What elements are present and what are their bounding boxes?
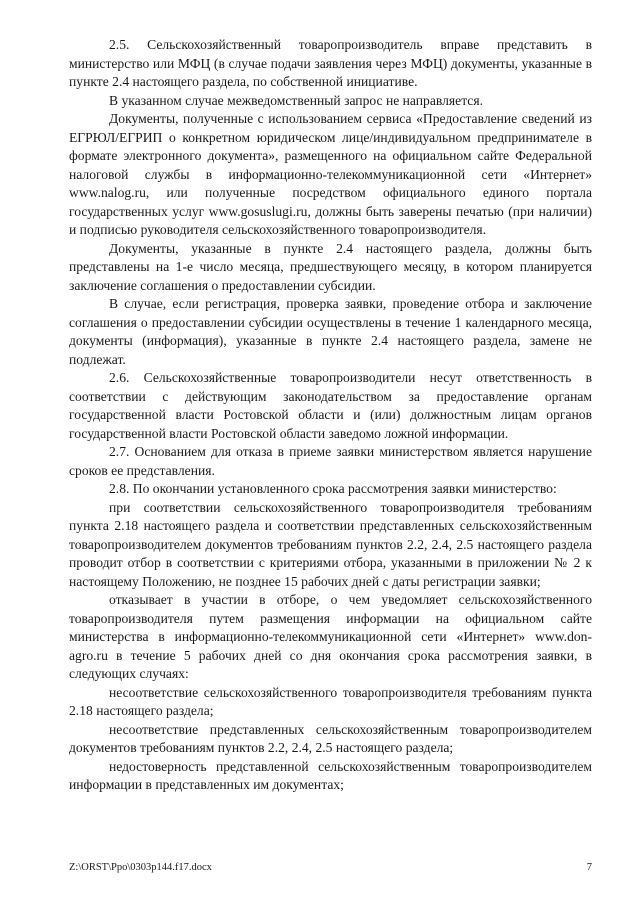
paragraph: недостоверность представленной сельскохозяйственным товаропроизводителем информации в представленных им документах; bbox=[69, 758, 592, 792]
paragraph: В случае, если регистрация, проверка заявки, проведение отбора и заключение соглашения о предоставлении субсидии осуществлены в течение 1 календарного месяца, документы (информация), указанные в пункте 2.4 настоящего раздела, замене не подлежат. bbox=[69, 296, 592, 367]
paragraph: 2.5. Сельскохозяйственный товаропроизводитель вправе представить в министерство или МФЦ (в случае подачи заявления через МФЦ) документы, указанные в пункте 2.4 настоящего раздела, по собственной инициативе. bbox=[69, 37, 592, 89]
paragraph: 2.6. Сельскохозяйственные товаропроизводители несут ответственность в соответствии с действующим законодательством за предоставление органам государственной власти Ростовской области и (или) должностным лицам органов государственной власти Ростовской области заведомо ложной информации. bbox=[69, 370, 592, 441]
paragraph: В указанном случае межведомственный запрос не направляется. bbox=[109, 92, 483, 108]
document-body bbox=[69, 36, 592, 795]
paragraph: при соответствии сельскохозяйственного товаропроизводителя требованиям пункта 2.18 настоящего раздела и соответствии представленных сельскохозяйственным товаропроизводителем документов требованиям пунктов 2.2, 2.4, 2.5 настоящего раздела проводит отбор в соответствии с критериями отбора, указанными в приложении № 2 к настоящему Положению, не позднее 15 рабочих дней с даты регистрации заявки; bbox=[69, 499, 592, 589]
paragraph: несоответствие представленных сельскохозяйственным товаропроизводителем документов требованиям пунктов 2.2, 2.4, 2.5 настоящего раздела; bbox=[69, 721, 592, 755]
paragraph: Документы, полученные с использованием сервиса «Предоставление сведений из ЕГРЮЛ/ЕГРИП о конкретном юридическом лице/индивидуальном предпринимателе в формате электронного документа», размещенного на официальном сайте Федеральной налоговой службы в информационно-телекоммуникационной сети «Интернет» www.nalog.ru, или полученные посредством официального единого портала государственных услуг www.gosuslugi.ru, должны быть заверены печатью (при наличии) и подписью руководителя сельскохозяйственного товаропроизводителя. bbox=[69, 111, 592, 237]
paragraph: Документы, указанные в пункте 2.4 настоящего раздела, должны быть представлены на 1-е число месяца, предшествующего месяцу, в котором планируется заключение соглашения о предоставлении субсидии. bbox=[69, 240, 592, 293]
paragraph: отказывает в участии в отборе, о чем уведомляет сельскохозяйственного товаропроизводителя путем размещения информации на официальном сайте министерства в информационно-телекоммуникационной сети «Интернет» www.don-agro.ru в течение 5 рабочих дней со дня окончания срока рассмотрения заявки, в следующих случаях: bbox=[69, 592, 592, 681]
paragraph: несоответствие сельскохозяйственного товаропроизводителя требованиям пункта 2.18 настоящего раздела; bbox=[69, 684, 592, 718]
paragraph: 2.8. По окончании установленного срока рассмотрения заявки министерство: bbox=[109, 481, 557, 496]
paragraph: 2.7. Основанием для отказа в приеме заявки министерством является нарушение сроков ее представления. bbox=[69, 444, 592, 478]
page-number: 7 bbox=[586, 862, 592, 873]
footer-file-path: Z:\ORST\Ppo\0303p144.f17.docx bbox=[69, 862, 212, 873]
